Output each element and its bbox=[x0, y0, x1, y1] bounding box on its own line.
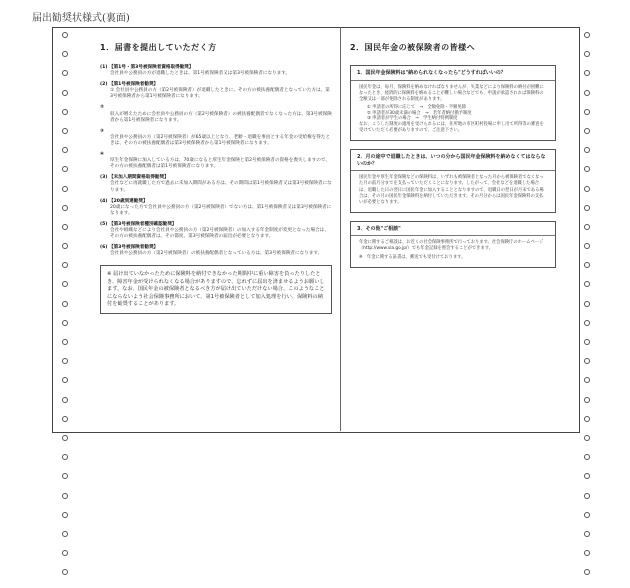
left-item-body: ① 会社員や公務員の方（第2号被保険者）が退職したときに、その方の被扶養配偶者となっていた方は、第3号被保険者から第1号被保険者になります。 bbox=[110, 88, 330, 100]
left-item-list bbox=[100, 65, 332, 257]
left-item bbox=[100, 222, 332, 240]
punch-hole bbox=[584, 51, 590, 57]
left-item-body: 収入が増えたために会社員や公務員の方（第2号被保険者）の被扶養配偶者でなくなった方は、第3号被保険者から第1号被保険者になります。 bbox=[110, 111, 332, 123]
punch-hole bbox=[62, 569, 68, 575]
punch-hole bbox=[62, 205, 68, 211]
info-box-2-body: 国民年金や厚生年金保険などの保険料は、いずれも被保険者となった月から被保険者でなくなった月の前月分までを支払っていただくことになります。したがって、会社などを退職した場合は、退職した日の翌日に国民年金に加入することとなりますので、退職日の翌日が月末である場合は、その月の国民年金保険料を納付していただきます。その月分からは国民年金保険料の支払いが必要となります。 bbox=[359, 175, 544, 205]
info-box-1-body: 国民年金は、毎月、保険料を納めなければなりませんが、失業などにより保険料の納付が困難になったとき、経済的に保険料を納めることが難しい場合などでも、申請が承認されれば保険料の全額又は一部が免除される制度があります。 bbox=[359, 84, 544, 102]
punch-hole bbox=[62, 301, 68, 307]
punch-hole bbox=[584, 147, 590, 153]
punch-hole bbox=[62, 51, 68, 57]
punch-hole bbox=[584, 550, 590, 556]
punch-hole bbox=[62, 281, 68, 287]
punch-hole bbox=[62, 339, 68, 345]
left-item-body: 会社員や公務員の方（第2号被保険者）の被扶養配偶者となっている方は、第3号被保険者になります。 bbox=[110, 251, 323, 257]
left-item-head: (5) 【第3号被保険者種別確認勧奨】 bbox=[100, 221, 177, 227]
left-column bbox=[100, 36, 332, 314]
punch-hole bbox=[62, 416, 68, 422]
punch-hole bbox=[584, 109, 590, 115]
punch-hole bbox=[584, 473, 590, 479]
punch-hole bbox=[62, 166, 68, 172]
punch-hole bbox=[62, 90, 68, 96]
punch-hole bbox=[584, 339, 590, 345]
punch-hole bbox=[62, 397, 68, 403]
punch-hole bbox=[62, 186, 68, 192]
punch-hole bbox=[584, 205, 590, 211]
left-item bbox=[100, 82, 332, 100]
left-item-head: (2) 【第1号被保険者勧奨】 bbox=[100, 82, 159, 88]
left-item-body: 会社員や公務員の方（第2号被保険者）が65歳以上となり、老齢・退職を事由とする年金の受給権を得たときは、その方の被扶養配偶者は第3号被保険者から第1号被保険者になります。 bbox=[110, 134, 331, 146]
left-item-head: (3) 【未加入期間資格取得勧奨】 bbox=[100, 175, 169, 181]
info-box-1-list-item: ① 申請者の所得に応じて → 全額免除・半額免除 bbox=[367, 104, 467, 110]
punch-hole bbox=[584, 281, 590, 287]
info-box-1-list bbox=[359, 105, 547, 122]
punch-hole bbox=[584, 435, 590, 441]
punch-hole bbox=[62, 435, 68, 441]
punch-hole bbox=[62, 262, 68, 268]
punch-hole bbox=[584, 186, 590, 192]
left-note-box bbox=[100, 265, 332, 314]
punch-hole bbox=[62, 320, 68, 326]
info-box-3 bbox=[350, 221, 556, 268]
left-item bbox=[100, 175, 332, 193]
form-header: 届出勧奨状様式(裏面) bbox=[32, 13, 130, 24]
right-punch-holes bbox=[584, 32, 594, 588]
punch-hole bbox=[62, 32, 68, 38]
punch-hole bbox=[62, 550, 68, 556]
punch-hole bbox=[584, 90, 590, 96]
punch-hole bbox=[584, 70, 590, 76]
left-item-head: (1) 【第1号・第3号被保険者資格取得勧奨】 bbox=[100, 65, 194, 70]
left-item bbox=[100, 245, 332, 257]
punch-hole bbox=[584, 377, 590, 383]
punch-hole bbox=[62, 128, 68, 134]
left-item-body: 会社などに再就職した方で過去に未加入期間がある方は、その期間は第1号被保険者又は第3号被保険者になります。 bbox=[110, 181, 332, 193]
punch-hole bbox=[584, 493, 590, 499]
punch-hole bbox=[584, 512, 590, 518]
punch-hole bbox=[584, 224, 590, 230]
right-section-title: 2．国民年金の被保険者の皆様へ bbox=[350, 43, 476, 52]
punch-hole bbox=[62, 109, 68, 115]
info-box-2-title: 2．月の途中で退職したときは、いつの分から国民年金保険料を納めなくてはならないのか？ bbox=[351, 150, 555, 171]
punch-hole bbox=[584, 243, 590, 249]
punch-hole bbox=[584, 569, 590, 575]
punch-hole bbox=[584, 262, 590, 268]
info-box-1-tail: なお、こうした制度の適用を受けられるには、住所地の市区町村役場に申し出て所得等の審査を受けていただく必要がありますので、ご注意下さい。 bbox=[359, 122, 544, 134]
info-box-1-list-item: ② 申請者が30歳未満の場合 → 若年者納付猶予制度 bbox=[367, 110, 472, 116]
punch-hole bbox=[62, 454, 68, 460]
info-box-1-list-item: ③ 申請者が学生の場合 → 学生納付特例制度 bbox=[367, 116, 458, 122]
left-punch-holes bbox=[62, 32, 72, 588]
info-box-3-title: 3．その他"ご相談" bbox=[351, 222, 555, 237]
left-item-head: (4) 【20歳到達勧奨】 bbox=[100, 198, 148, 204]
right-column bbox=[350, 36, 556, 276]
left-item bbox=[100, 129, 332, 147]
left-item-body: 20歳になった方で会社員や公務員の方（第2号被保険者）でない方は、第1号被保険者又は第3号被保険者になります。 bbox=[110, 204, 332, 216]
info-box-2 bbox=[350, 149, 556, 212]
left-item bbox=[100, 152, 332, 170]
punch-hole bbox=[584, 166, 590, 172]
punch-hole bbox=[584, 320, 590, 326]
left-item-body: 会社員や公務員の方が退職したときは、第1号被保険者又は第3号被保険者になります。 bbox=[110, 71, 291, 77]
info-box-1-title: 1．国民年金保険料は"納められなくなったら"どうすればいいの？ bbox=[351, 66, 555, 81]
punch-hole bbox=[62, 243, 68, 249]
punch-hole bbox=[584, 301, 590, 307]
punch-hole bbox=[584, 416, 590, 422]
punch-hole bbox=[62, 224, 68, 230]
punch-hole bbox=[62, 512, 68, 518]
left-item bbox=[100, 65, 332, 77]
info-box-1 bbox=[350, 65, 556, 141]
left-item bbox=[100, 199, 332, 217]
punch-hole bbox=[62, 493, 68, 499]
punch-hole bbox=[584, 454, 590, 460]
center-divider bbox=[340, 27, 341, 431]
left-item bbox=[100, 105, 332, 123]
punch-hole bbox=[62, 377, 68, 383]
left-item-head: ② bbox=[100, 105, 104, 111]
punch-hole bbox=[62, 147, 68, 153]
punch-hole bbox=[584, 397, 590, 403]
info-box-3-body: 年金に関するご相談は、お近くの社会保険事務所で行っております。社会保険庁のホームページ（http://www.sia.go.jp/）でも年金記録を照会することができます。 bbox=[359, 240, 544, 252]
punch-hole bbox=[62, 531, 68, 537]
punch-hole bbox=[584, 32, 590, 38]
left-item-body: 会社や組織などにより会社員や公務員の方（第2号被保険者）の加入する年金制度が変更となった場合は、その方の被扶養配偶者は、その都度、第3号被保険者の届出が必要となります。 bbox=[110, 227, 329, 240]
punch-hole bbox=[584, 531, 590, 537]
note-mark: ※ bbox=[107, 271, 112, 278]
left-section-title: 1．届書を提出していただく方 bbox=[100, 43, 217, 52]
punch-hole bbox=[62, 358, 68, 364]
left-item-head: ④ bbox=[100, 152, 104, 158]
left-item-body: 厚生年金保険に加入している方は、70歳になると厚生年金保険と第2号被保険者の資格を喪失しますので、その方の被扶養配偶者は第1号被保険者になります。 bbox=[110, 158, 330, 170]
punch-hole bbox=[584, 128, 590, 134]
note-text: 届け出ていなかったために保険料を納付できなかった期間中に重い障害を負ったりしたとき、障害年金が受けられなくなる場合がありますので、忘れずに届出を済ませるようお願いします。なお、国民年金の被保険者となるべき方が届け出ていただけない場合、このようなことにならないよう社会保険事務所において、第1号被保険者として加入処理を行い、保険料の納付を勧奨することがあります。 bbox=[107, 271, 325, 307]
info-box-3-foot: ※ 年金に関する証書は、郵送でも受付けております。 bbox=[359, 254, 466, 260]
punch-hole bbox=[62, 70, 68, 76]
left-item-head: ③ bbox=[100, 128, 104, 134]
punch-hole bbox=[62, 473, 68, 479]
punch-hole bbox=[584, 358, 590, 364]
left-item-head: (6) 【第3号被保険者勧奨】 bbox=[100, 245, 159, 251]
